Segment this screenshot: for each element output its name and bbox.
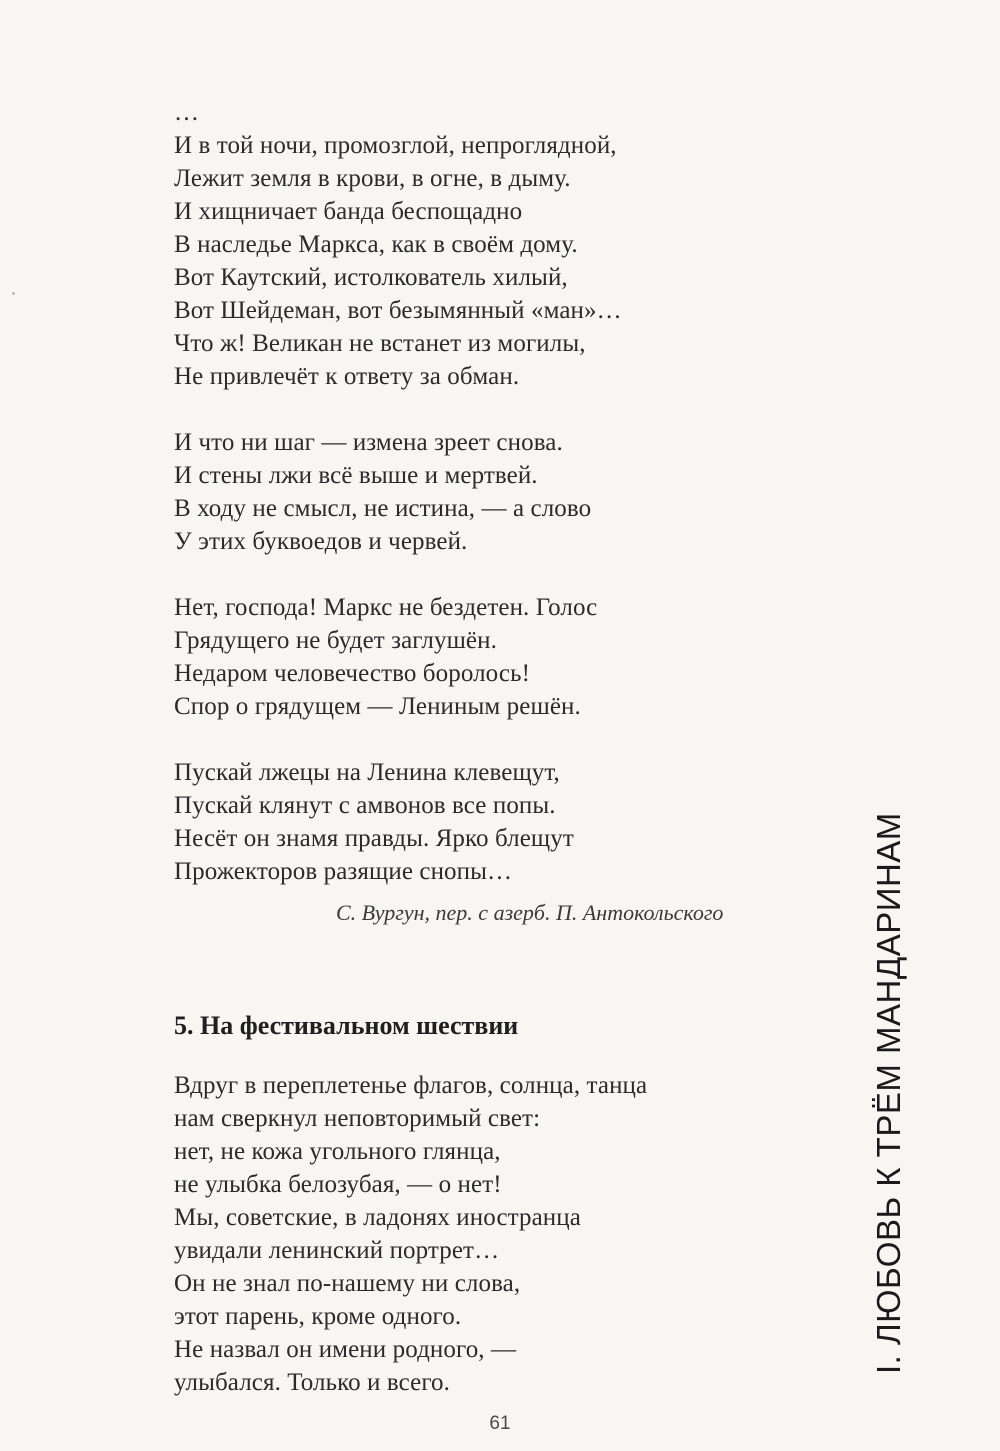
poem-line: Спор о грядущем — Лениным решён.: [174, 693, 581, 720]
poem-body: [174, 96, 814, 888]
poem-line: …: [174, 99, 200, 126]
section-line: этот парень, кроме одного.: [174, 1303, 462, 1330]
section-line: улыбался. Только и всего.: [174, 1369, 451, 1396]
poem-line: В ходу не смысл, не истина, — а слово: [174, 495, 592, 522]
section-line: не улыбка белозубая, — о нет!: [174, 1171, 502, 1198]
section-line: Он не знал по-нашему ни слова,: [174, 1270, 521, 1297]
poem-line: Пускай клянут с амвонов все попы.: [174, 792, 556, 819]
page-number: 61: [489, 1413, 511, 1434]
poem-line: Прожекторов разящие снопы…: [174, 858, 513, 885]
poem-line: Лежит земля в крови, в огне, в дыму.: [174, 165, 571, 192]
chapter-side-label: I. ЛЮБОВЬ К ТРЁМ МАНДАРИНАМ: [870, 812, 907, 1374]
poem-line: И что ни шаг — измена зреет снова.: [174, 429, 563, 456]
paper-speck: [12, 292, 15, 295]
poem-line: Не привлечёт к ответу за обман.: [174, 363, 520, 390]
poem-section: [174, 1008, 814, 1399]
poem-line: Вот Шейдеман, вот безымянный «ман»…: [174, 297, 622, 324]
section-line: увидали ленинский портрет…: [174, 1237, 500, 1264]
poem-line: Что ж! Великан не встанет из могилы,: [174, 330, 586, 357]
section-line: Вдруг в переплетенье флагов, солнца, танца: [174, 1072, 648, 1099]
poem-line: В наследье Маркса, как в своём дому.: [174, 231, 578, 258]
poem-line: Грядущего не будет заглушён.: [174, 627, 497, 654]
poem-line: У этих буквоедов и червей.: [174, 528, 468, 555]
poem-line: И в той ночи, промозглой, непроглядной,: [174, 132, 617, 159]
poem-line: И хищничает банда беспощадно: [174, 198, 523, 225]
poem-attribution: С. Вургун, пер. с азерб. П. Антокольского: [336, 900, 724, 925]
section-line: нам сверкнул неповторимый свет:: [174, 1105, 541, 1132]
section-line: Не назвал он имени родного, —: [174, 1336, 517, 1363]
poem-line: Вот Каутский, истолкователь хилый,: [174, 264, 568, 291]
section-line: нет, не кожа угольного глянца,: [174, 1138, 501, 1165]
poem-line: Недаром человечество боролось!: [174, 660, 531, 687]
section-line: Мы, советские, в ладонях иностранца: [174, 1204, 581, 1231]
stanza-break: [174, 393, 814, 426]
stanza-break: [174, 723, 814, 756]
section-title: 5. На фестивальном шествии: [174, 1011, 519, 1040]
poem-line: Пускай лжецы на Ленина клевещут,: [174, 759, 560, 786]
chapter-side-label-area: [866, 814, 912, 1374]
poem-line: Нет, господа! Маркс не бездетен. Голос: [174, 594, 598, 621]
poem-line: И стены лжи всё выше и мертвей.: [174, 462, 538, 489]
poem-line: Несёт он знамя правды. Ярко блещут: [174, 825, 574, 852]
stanza-break: [174, 558, 814, 591]
